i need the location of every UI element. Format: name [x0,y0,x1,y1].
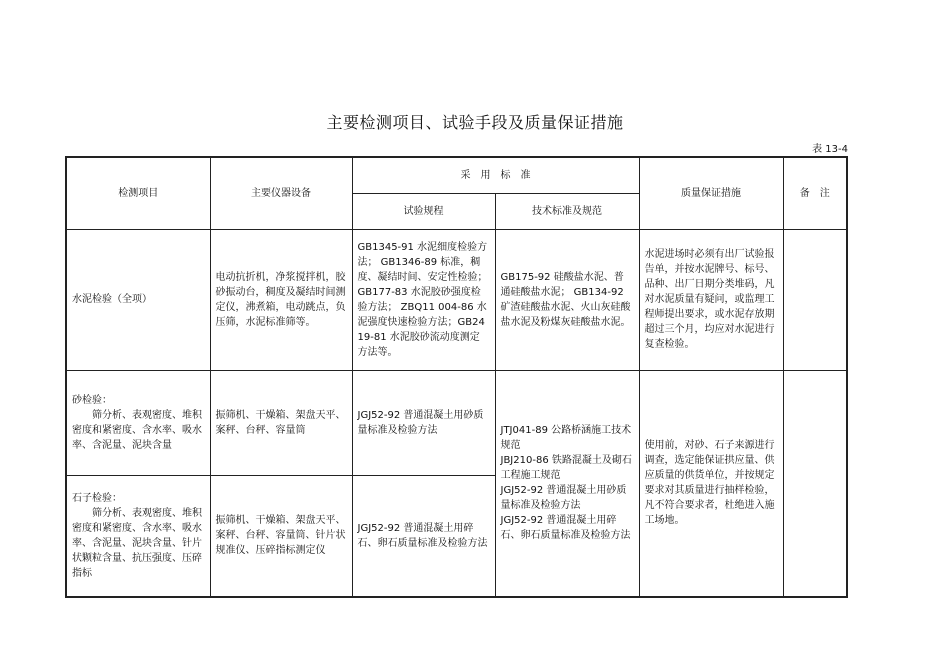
row-item-title: 砂检验： [72,394,112,406]
aggregate-tech-standard [495,370,639,597]
table-row [66,370,847,475]
table-row [66,229,847,370]
tech-standard-line: JGJ52-92 普通混凝土用碎石、卵石质量标准及检验方法 [500,515,631,542]
row-item [66,370,210,475]
row-item-title: 石子检验： [72,492,122,504]
header-test-procedure: 试验规程 [352,193,495,229]
table-number: 表 13-4 [812,144,848,155]
row-quality: 水泥进场时必须有出厂试验报告单，并按水泥牌号、标号、品种、出厂日期分类堆码，凡对水泥质量有疑问，或监理工程师提出要求，或水泥存放期超过三个月，均应对水泥进行复查检验。 [639,229,783,370]
page-title: 主要检测项目、试验手段及质量保证措施 [326,113,624,132]
header-tech-standard: 技术标准及规范 [495,193,639,229]
row-item: 水泥检验（全项） [66,229,210,370]
header-standard: 采 用 标 准 [352,157,639,193]
header-equipment: 主要仪器设备 [210,157,352,229]
row-item-detail: 筛分析、表观密度、堆积密度和紧密度、含水率、吸水率、含泥量、泥块含量 [72,409,202,451]
header-quality: 质量保证措施 [639,157,783,229]
tech-standard-line: JTJ041-89 公路桥涵施工技术规范 [500,425,632,452]
tech-standard-line: JGJ52-92 普通混凝土用砂质量标准及检验方法 [500,485,627,512]
aggregate-quality: 使用前，对砂、石子来源进行调查，选定能保证拱应量、供应质量的供货单位，并按规定要求对其质量进行抽样检验，凡不符合要求者，杜绝进入施工场地。 [639,370,783,597]
header-row-1 [66,157,847,193]
row-item-detail: 筛分析、表观密度、堆积密度和紧密度、含水率、吸水率、含泥量、泥块含量、针片状颗粒含量、抗压强度、压碎指标 [72,507,202,579]
row-equipment: 振筛机、干燥箱、架盘天平、案秤、台秤、容量筒、针片状规准仪、压碎指标测定仪 [210,475,352,597]
tech-standard-line: JBJ210-86 铁路混凝土及砌石工程施工规范 [500,455,632,482]
row-test-procedure: JGJ52-92 普通混凝土用砂质量标准及检验方法 [352,370,495,475]
row-remark [783,370,847,597]
header-remark: 备 注 [783,157,847,229]
row-tech-standard: GB175-92 硅酸盐水泥、普通硅酸盐水泥； GB134-92 矿渣硅酸盐水泥、火山灰硅酸盐水泥及粉煤灰硅酸盐水泥。 [495,229,639,370]
inspection-table [65,156,848,598]
row-item [66,475,210,597]
row-remark [783,229,847,370]
row-test-procedure: JGJ52-92 普通混凝土用碎石、卵石质量标准及检验方法 [352,475,495,597]
row-equipment: 电动抗折机，净浆搅拌机，胶砂振动台，稠度及凝结时间测定仪，沸煮箱，电动跳点，负压筛，水泥标准筛等。 [210,229,352,370]
row-equipment: 振筛机、干燥箱、架盘天平、案秤、台秤、容量筒 [210,370,352,475]
row-test-procedure: GB1345-91 水泥细度检验方法； GB1346-89 标准，稠度、凝结时间、安定性检验；GB177-83 水泥胶砂强度检验方法； ZBQ11 004-86 水泥强度快速检验方法；GB2419-81 水泥胶砂流动度测定方法等。 [352,229,495,370]
header-item: 检测项目 [66,157,210,229]
